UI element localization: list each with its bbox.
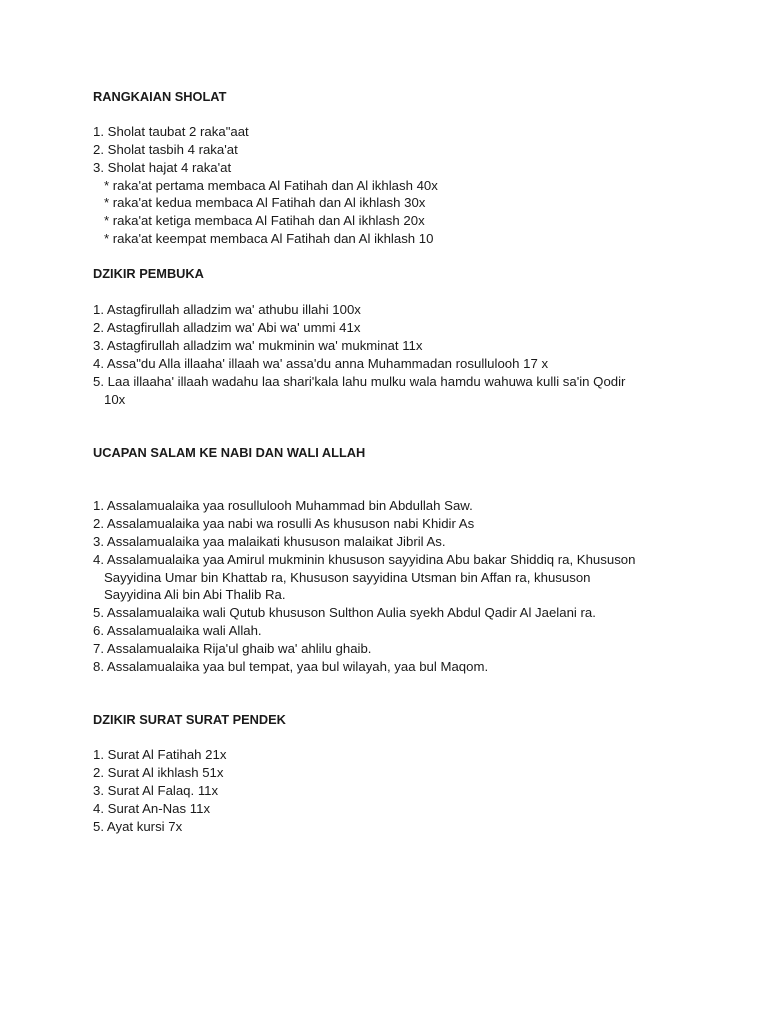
- list-item-continuation: Sayyidina Umar bin Khattab ra, Khususon sayyidina Utsman bin Affan ra, khususon: [93, 570, 591, 585]
- list-item: 2. Astagfirullah alladzim wa' Abi wa' ummi 41x: [93, 320, 361, 335]
- section-heading-dzikir-pembuka: DZIKIR PEMBUKA: [93, 266, 204, 281]
- list-item-continuation: Sayyidina Ali bin Abi Thalib Ra.: [93, 587, 286, 602]
- section-heading-rangkaian-sholat: RANGKAIAN SHOLAT: [93, 89, 227, 104]
- list-sub-item: * raka'at ketiga membaca Al Fatihah dan Al ikhlash 20x: [93, 213, 425, 228]
- list-item: 1. Sholat taubat 2 raka"aat: [93, 124, 249, 139]
- list-item: 3. Astagfirullah alladzim wa' mukminin wa' mukminat 11x: [93, 338, 423, 353]
- list-item: 1. Astagfirullah alladzim wa' athubu illahi 100x: [93, 302, 361, 317]
- section-heading-dzikir-surat-pendek: DZIKIR SURAT SURAT PENDEK: [93, 712, 286, 727]
- list-item: 3. Assalamualaika yaa malaikati khususon malaikat Jibril As.: [93, 534, 446, 549]
- list-item: 1. Assalamualaika yaa rosullulooh Muhammad bin Abdullah Saw.: [93, 498, 473, 513]
- list-item: 2. Assalamualaika yaa nabi wa rosulli As khususon nabi Khidir As: [93, 516, 475, 531]
- list-item-continuation: 10x: [93, 392, 126, 407]
- list-item: 2. Sholat tasbih 4 raka'at: [93, 142, 238, 157]
- section-heading-ucapan-salam: UCAPAN SALAM KE NABI DAN WALI ALLAH: [93, 445, 366, 460]
- list-item: 6. Assalamualaika wali Allah.: [93, 623, 262, 638]
- list-item: 5. Laa illaaha' illaah wadahu laa shari'kala lahu mulku wala hamdu wahuwa kulli sa'in Qodir: [93, 374, 626, 389]
- list-item: 7. Assalamualaika Rija'ul ghaib wa' ahlilu ghaib.: [93, 641, 372, 656]
- list-item: 3. Surat Al Falaq. 11x: [93, 783, 219, 798]
- list-item: 8. Assalamualaika yaa bul tempat, yaa bul wilayah, yaa bul Maqom.: [93, 659, 489, 674]
- list-sub-item: * raka'at pertama membaca Al Fatihah dan Al ikhlash 40x: [93, 178, 438, 193]
- list-item: 5. Assalamualaika wali Qutub khususon Sulthon Aulia syekh Abdul Qadir Al Jaelani ra.: [93, 605, 596, 620]
- list-item: 4. Assa"du Alla illaaha' illaah wa' assa'du anna Muhammadan rosullulooh 17 x: [93, 356, 549, 371]
- list-sub-item: * raka'at keempat membaca Al Fatihah dan Al ikhlash 10: [93, 231, 434, 246]
- list-item: 4. Surat An-Nas 11x: [93, 801, 211, 816]
- list-item: 5. Ayat kursi 7x: [93, 819, 183, 834]
- list-item: 2. Surat Al ikhlash 51x: [93, 765, 224, 780]
- list-item: 1. Surat Al Fatihah 21x: [93, 747, 227, 762]
- list-item: 4. Assalamualaika yaa Amirul mukminin khususon sayyidina Abu bakar Shiddiq ra, Khususon: [93, 552, 636, 567]
- list-sub-item: * raka'at kedua membaca Al Fatihah dan Al ikhlash 30x: [93, 195, 426, 210]
- list-item: 3. Sholat hajat 4 raka'at: [93, 160, 232, 175]
